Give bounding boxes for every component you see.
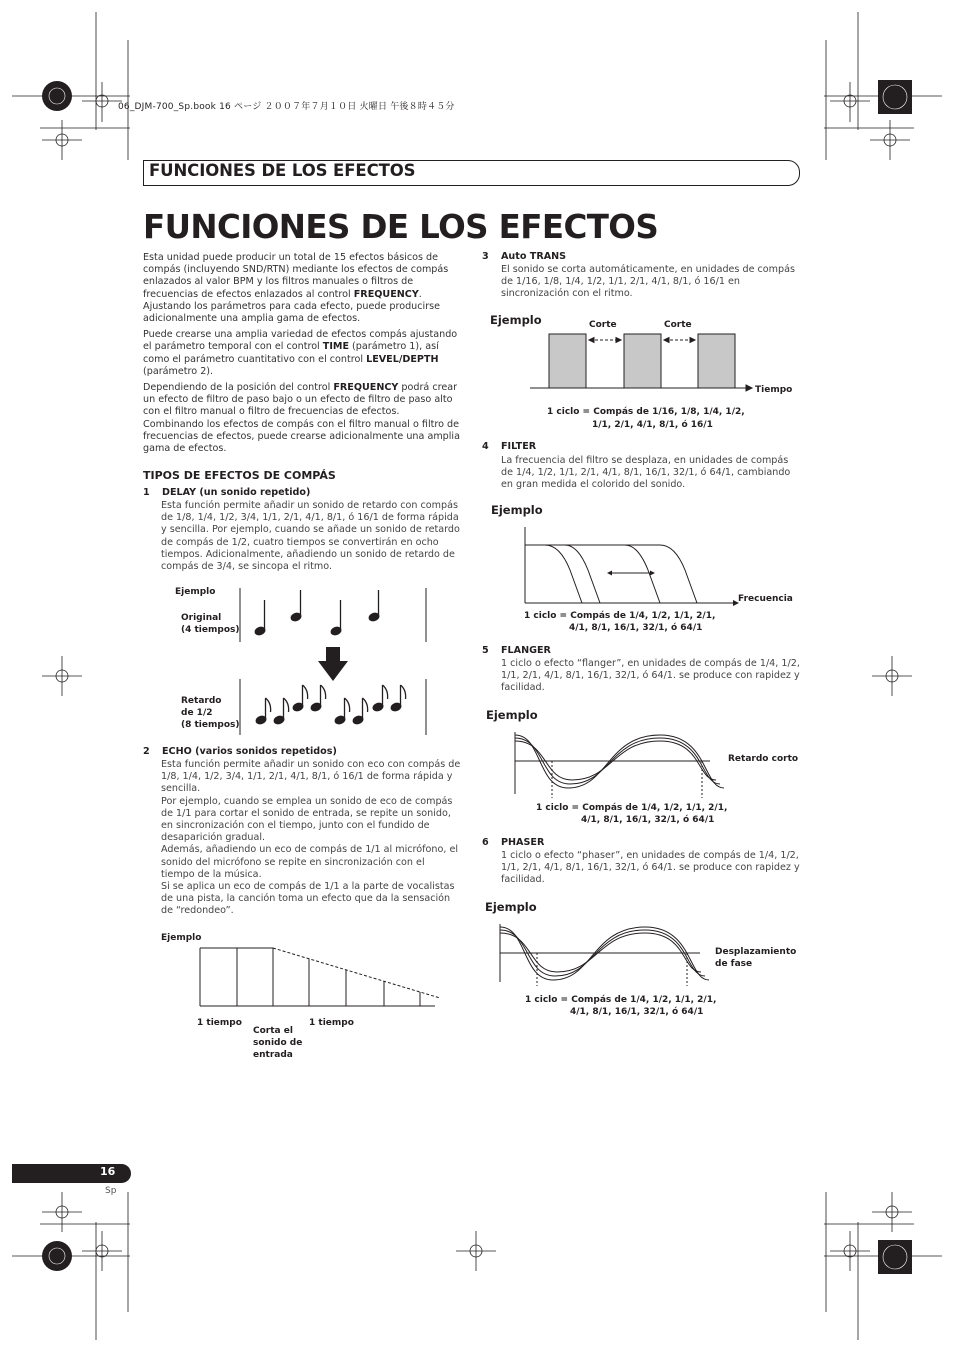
filter-name: FILTER <box>501 441 537 452</box>
intro-text <box>143 252 461 459</box>
trans-corte-2: Corte <box>664 320 692 330</box>
section-title: FUNCIONES DE LOS EFECTOS <box>149 161 416 180</box>
phaser-number: 6 <box>482 837 489 848</box>
filter-frecuencia-label: Frecuencia <box>738 594 793 604</box>
echo-description: Esta función permite añadir un sonido con eco con compás de 1/8, 1/4, 1/2, 3/4, 1/1, 2/1, 4/1, 8/1, ó 16/1 de forma rápida y sencilla. Por ejemplo, cuando se emplea un sonido de eco de compás de 1/1 para cortar el sonido de entrada, se repite un sonido, en sincronización con el tiempo, junto con el fundido de desaparición gradual. Además, añadiendo un eco de compás de 1/1 al micrófono, el sonido del micrófono se repite en sincronización con el tiempo de la música. Si se aplica un eco de compás de 1/1 a la parte de vocalistas de una pista, la canción toma un efecto que da la sensación de “redondeo”. <box>161 759 461 917</box>
flanger-heading <box>482 645 802 657</box>
delay-original-label: Original (4 tiempos) <box>181 613 240 635</box>
flanger-ciclo-1: 1 ciclo = Compás de 1/4, 1/2, 1/1, 2/1, <box>536 803 728 813</box>
page-language: Sp <box>105 1186 117 1196</box>
trans-tiempo-label: Tiempo <box>755 385 793 395</box>
trans-number: 3 <box>482 251 489 262</box>
page-title: FUNCIONES DE LOS EFECTOS <box>143 208 659 246</box>
phaser-description: 1 ciclo o efecto “phaser”, en unidades de compás de 1/4, 1/2, 1/1, 2/1, 4/1, 8/1, 16/1, 32/1, ó 64/1. se produce con rapidez y facilidad. <box>501 850 800 886</box>
trans-description: El sonido se corta automáticamente, en unidades de compás de 1/16, 1/8, 1/4, 1/2, 1/1, 2/1, 4/1, 8/1, ó 16/1 en sincronización con el ritmo. <box>501 264 795 300</box>
delay-name: DELAY (un sonido repetido) <box>162 487 311 498</box>
page-number: 16 <box>100 1165 116 1178</box>
echo-example-label: Ejemplo <box>161 933 202 943</box>
flanger-name: FLANGER <box>501 645 551 656</box>
filter-diagram <box>520 525 740 607</box>
filter-ciclo-1: 1 ciclo = Compás de 1/4, 1/2, 1/1, 2/1, <box>524 611 716 621</box>
flanger-example-label: Ejemplo <box>486 708 538 722</box>
intro-paragraph-2: Puede crearse una amplia variedad de efectos compás ajustando el parámetro temporal con el control TIME (parámetro 1), así como el parámetro cuantitativo con el control LEVEL/DEPTH (parámetro 2). <box>143 329 458 377</box>
echo-heading <box>143 746 463 758</box>
phaser-ciclo-1: 1 ciclo = Compás de 1/4, 1/2, 1/1, 2/1, <box>525 995 717 1005</box>
filter-ciclo-2: 4/1, 8/1, 16/1, 32/1, ó 64/1 <box>569 623 703 633</box>
flanger-diagram <box>510 728 725 800</box>
filter-description: La frecuencia del filtro se desplaza, en unidades de compás de 1/4, 1/2, 1/1, 2/1, 4/1, 8/1, 16/1, 32/1, ó 64/1, cambiando en gran medida el colorido del sonido. <box>501 455 791 491</box>
delay-diagram <box>236 585 436 740</box>
phaser-diagram <box>495 920 715 992</box>
echo-diagram <box>195 940 450 1020</box>
print-header: 06_DJM-700_Sp.book 16 ページ ２００７年７月１０日 火曜日 午後８時４５分 <box>118 102 455 112</box>
intro-paragraph-3: Dependiendo de la posición del control FREQUENCY podrá crear un efecto de filtro de paso bajo o un efecto de filtro de paso alto con el filtro manual o filtro de frecuencias de efectos. Combinando los efectos de compás con el filtro manual o filtro de frecuencias de efectos, puede crearse adicionalmente una amplia gama de efectos. <box>143 382 460 455</box>
trans-ciclo-2: 1/1, 2/1, 4/1, 8/1, ó 16/1 <box>592 420 713 430</box>
subsection-title: TIPOS DE EFECTOS DE COMPÁS <box>143 469 336 482</box>
phaser-example-label: Ejemplo <box>485 900 537 914</box>
flanger-retardo-label: Retardo corto <box>728 754 799 764</box>
trans-diagram <box>530 330 755 398</box>
intro-paragraph-1: Esta unidad puede producir un total de 15 efectos básicos de compás (incluyendo SND/RTN) mediante los efectos de compás enlazados al valor BPM y los filtros manuales o filtros de frecuencias de efectos enlazados al control FREQUENCY. Ajustando los parámetros para cada efecto, puede producirse adicionalmente una amplia gama de efectos. <box>143 252 449 325</box>
delay-description: Esta función permite añadir un sonido de retardo con compás de 1/8, 1/4, 1/2, 3/4, 1/1, 2/1, 4/1, 8/1, ó 16/1 de forma rápida y sencilla. Por ejemplo, cuando se añade un sonido de retardo de compás de 1/2, cuatro tiempos se convertirán en ocho tiempos. Adicionalmente, añadiendo un sonido de retardo de compás de 3/4, se sincopa el ritmo. <box>161 500 460 573</box>
echo-number: 2 <box>143 746 150 757</box>
trans-example-label: Ejemplo <box>490 313 542 327</box>
delay-number: 1 <box>143 487 150 498</box>
filter-number: 4 <box>482 441 489 452</box>
echo-corta-label: Corta el sonido de entrada <box>253 1026 303 1060</box>
trans-ciclo-1: 1 ciclo = Compás de 1/16, 1/8, 1/4, 1/2, <box>547 407 745 417</box>
delay-retardo-label: Retardo de 1/2 (8 tiempos) <box>181 696 240 730</box>
trans-heading <box>482 251 802 263</box>
phaser-name: PHASER <box>501 837 545 848</box>
echo-name: ECHO (varios sonidos repetidos) <box>162 746 337 757</box>
trans-name: Auto TRANS <box>501 251 567 262</box>
flanger-description: 1 ciclo o efecto “flanger”, en unidades de compás de 1/4, 1/2, 1/1, 2/1, 4/1, 8/1, 16/1, 32/1, ó 64/1. se produce con rapidez y facilidad. <box>501 658 800 694</box>
delay-heading <box>143 487 463 499</box>
trans-corte-1: Corte <box>589 320 617 330</box>
filter-heading <box>482 441 802 453</box>
phaser-ciclo-2: 4/1, 8/1, 16/1, 32/1, ó 64/1 <box>570 1007 704 1017</box>
filter-example-label: Ejemplo <box>491 503 543 517</box>
flanger-ciclo-2: 4/1, 8/1, 16/1, 32/1, ó 64/1 <box>581 815 715 825</box>
echo-tiempo-1: 1 tiempo <box>197 1018 242 1028</box>
phaser-heading <box>482 837 802 849</box>
flanger-number: 5 <box>482 645 489 656</box>
phaser-desplazamiento-label: Desplazamiento de fase <box>715 947 797 969</box>
echo-tiempo-2: 1 tiempo <box>309 1018 354 1028</box>
delay-example-label: Ejemplo <box>175 587 216 597</box>
